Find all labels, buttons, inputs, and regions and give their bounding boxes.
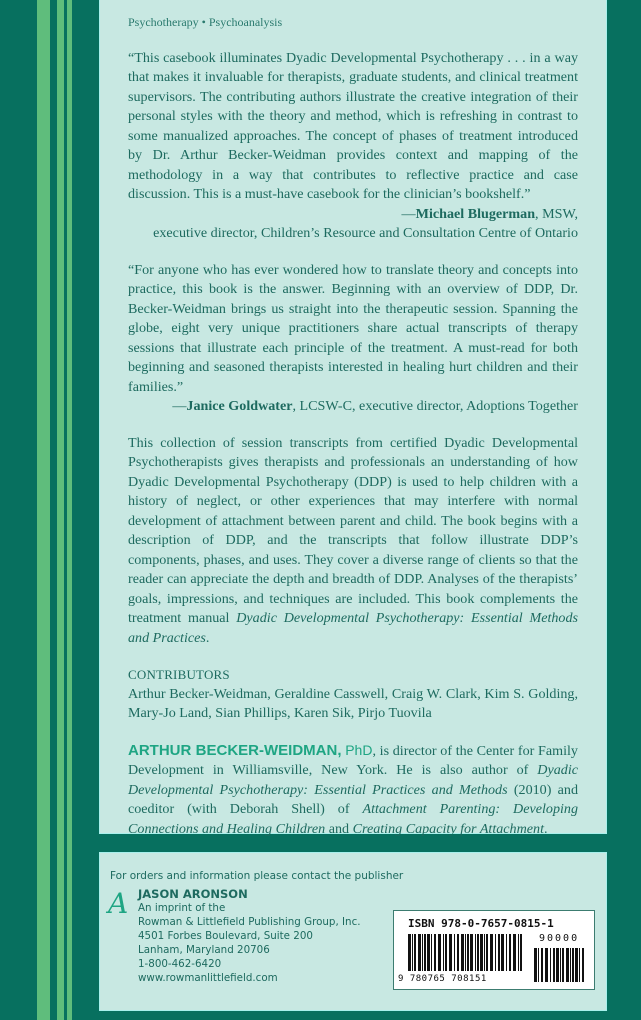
- contributors-list: Arthur Becker-Weidman, Geraldine Casswell, Craig W. Clark, Kim S. Golding, Mary-Jo Land, Sian Phillips, Karen Sik, Pirjo Tuovila: [128, 685, 578, 721]
- barcode-bar: [556, 948, 559, 982]
- barcode-bar: [408, 934, 411, 971]
- barcode-bar: [424, 934, 426, 971]
- barcode-bar: [570, 948, 571, 982]
- barcode-bar: [412, 934, 413, 971]
- isbn-label: ISBN 978-0-7657-0815-1: [408, 917, 554, 930]
- barcode-bar: [434, 934, 436, 971]
- publisher-panel: [100, 853, 606, 1010]
- barcode-bar: [449, 934, 452, 971]
- barcode-bar: [550, 948, 551, 982]
- barcode-bar: [431, 934, 432, 971]
- barcode-bar: [480, 934, 483, 971]
- barcode-bar: [465, 934, 466, 971]
- book-description: This collection of session transcripts from certified Dyadic Developmental Psychotherapists gives therapists and professionals an understanding of how Dyadic Developmental Psychotherapy (DDP) is used to help children with a history of neglect, or other experiences that may interfere with normal development of attachment between parent and child. The book begins with a description of DDP, and the transcripts that follow illustrate DDP’s components, phases, and uses. They cover a diverse range of clients so that the reader can appreciate the depth and breadth of DDP. Analyses of the therapists’ goals, impressions, and techniques are included. This book complements the treatment manual Dyadic Developmental Psychotherapy: Essential Methods and Practices.: [128, 434, 578, 646]
- barcode-bar: [572, 948, 574, 982]
- barcode-bar: [560, 948, 561, 982]
- barcode-bar: [498, 934, 500, 971]
- barcode-bar: [443, 934, 444, 971]
- publisher-line: An imprint of the: [138, 902, 226, 914]
- barcode-bar: [579, 948, 580, 982]
- publisher-line: Lanham, Maryland 20706: [138, 944, 270, 956]
- barcode-bar: [418, 934, 421, 971]
- cover-stripe: [57, 0, 64, 1020]
- barcode-bar: [470, 934, 473, 971]
- barcode-bar: [545, 948, 548, 982]
- barcode-bar: [582, 948, 584, 982]
- barcode-digits: 9 780765 708151: [398, 974, 487, 984]
- price-code: 90000: [539, 933, 580, 944]
- barcode-bar: [457, 934, 459, 971]
- publisher-info: [138, 887, 361, 985]
- endorser-2: —Janice Goldwater, LCSW-C, executive director, Adoptions Together: [172, 398, 578, 414]
- barcode-bar: [486, 934, 488, 971]
- barcode-bar: [534, 948, 537, 982]
- barcode-bar: [501, 934, 504, 971]
- barcode-bar: [513, 934, 516, 971]
- barcode-bar: [518, 934, 519, 971]
- barcode-bar: [461, 934, 464, 971]
- barcode-bar: [509, 934, 511, 971]
- publisher-logo: A: [108, 887, 129, 920]
- isbn-barcode: [393, 910, 595, 990]
- barcode-bar: [477, 934, 479, 971]
- publisher-website: www.rowmanlittlefield.com: [138, 972, 278, 984]
- publisher-line: Rowman & Littlefield Publishing Group, Inc.: [138, 916, 361, 928]
- barcode-bars: [408, 934, 523, 971]
- barcode-bar: [553, 948, 555, 982]
- barcode-bar: [490, 934, 493, 971]
- barcode-bar: [438, 934, 441, 971]
- author-bio: ARTHUR BECKER-WEIDMAN, PhD, is director of the Center for Family Development in Williamsville, New York. He is also author of Dyadic Developmental Psychotherapy: Essential Practices and Methods (2010) and coeditor (with Deborah Shell) of Attachment Parenting: Developing Connections and Healing Children and Creating Capacity for Attachment.: [128, 741, 578, 837]
- barcode-bar: [495, 934, 496, 971]
- endorser-1: —Michael Blugerman, MSW,: [401, 205, 578, 222]
- endorsement-2: “For anyone who has ever wondered how to translate theory and concepts into practice, this book is the answer. Beginning with an overview of DDP, Dr. Becker-Weidman brings us straight into the therapeutic session. Spanning the globe, eight very unique practitioners share actual transcripts of therapy sessions that illustrate each principle of the treatment. A must-read for both beginning and seasoned therapists interested in healing hurt children and their families.” —Janice Goldwater, LCSW-C, executive director, Adoptions Together: [128, 261, 578, 417]
- barcode-bar: [454, 934, 455, 971]
- barcode-bar: [506, 934, 507, 971]
- barcode-bar: [467, 934, 469, 971]
- publisher-phone: 1-800-462-6420: [138, 958, 222, 970]
- publisher-line: 4501 Forbes Boulevard, Suite 200: [138, 930, 313, 942]
- endorsement-1: “This casebook illuminates Dyadic Developmental Psychotherapy . . . in a way that makes it invaluable for therapists, graduate students, and clinical treatment supervisors. The contributing authors illustrate the creative integration of their personal styles with the theory and method, which is refreshing in contrast to some manualized approaches. The concept of phases of treatment introduced by Dr. Arthur Becker-Weidman provides context and mapping of the methodology in a way that contributes to reflective practice and case discussion. This is a must-have casebook for the clinician’s bookshelf.” —Michael Blugerman, MSW, executive director, Children’s Resource and Consultation Centre of Ontario: [128, 49, 578, 244]
- barcode-bar: [445, 934, 447, 971]
- barcode-bar: [566, 948, 569, 982]
- orders-note: For orders and information please contact the publisher: [110, 870, 404, 882]
- cover-stripe: [37, 0, 50, 1020]
- barcode-bar: [422, 934, 423, 971]
- barcode-bar: [427, 934, 430, 971]
- endorser-affiliation: executive director, Children’s Resource and Consultation Centre of Ontario: [153, 225, 578, 241]
- back-cover-text-panel: [100, 0, 606, 837]
- publisher-name: JASON ARONSON: [138, 887, 248, 901]
- contributors-heading: CONTRIBUTORS: [128, 667, 230, 682]
- barcode-bar: [538, 948, 539, 982]
- barcode-bar: [575, 948, 578, 982]
- barcode-bar: [475, 934, 476, 971]
- cover-stripe: [67, 0, 72, 1020]
- barcode-bar: [484, 934, 485, 971]
- barcode-bar: [414, 934, 416, 971]
- barcode-bar: [541, 948, 543, 982]
- category-label: Psychotherapy • Psychoanalysis: [128, 15, 283, 29]
- price-barcode-bars: [534, 948, 586, 982]
- barcode-bar: [562, 948, 564, 982]
- barcode-bar: [520, 934, 522, 971]
